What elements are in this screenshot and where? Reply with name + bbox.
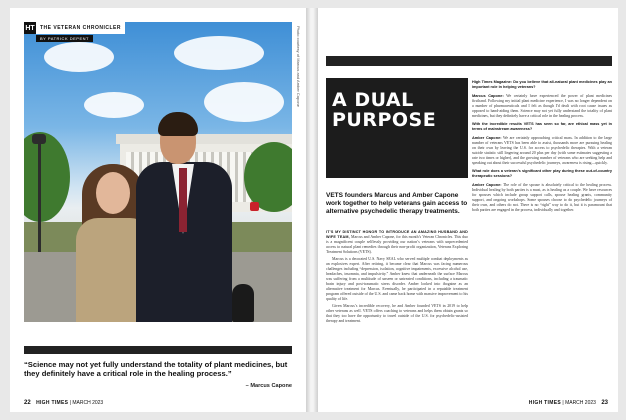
feature-photo bbox=[24, 22, 292, 322]
section-badge bbox=[24, 22, 125, 34]
section-label: THE VETERAN CHRONICLER bbox=[36, 22, 125, 34]
body-paragraph: Marcus is a decorated U.S. Navy SEAL who served multiple combat deployments as an explosives expert. After retiring, it became clear that Marcus was facing numerous challenges including “depression, isolation, cognitive impairments, excessive alcohol use, headaches, insomnia, and impulsivity.” Amber knew that underneath the surface Marcus was suffering from a multitude of unseen or untreated conditions, including a traumatic brain injury and post-traumatic stress disorder. Amber looked into ibogaine as an alternative treatment for Marcus. Eventually, he participated in a reputable treatment program offered outside of the U.S. and came back home with massive improvement to his quality of life. bbox=[326, 257, 468, 301]
qa-answer: Marcus Capone: We certainly have experienced the power of plant medicines firsthand. Following my initial plant medicine experience, I was no longer dependent on a number of pharmaceuticals and I felt as though I'd dealt with root cause issues as opposed to band-aiding them. Science may not yet fully understand the totality of plant medicines, but they definitely have a critical role in the healing process. bbox=[472, 93, 612, 118]
body-paragraph: Given Marcus’s incredible recovery, he and Amber founded VETS in 2019 to help other veterans as well. VETS offers coaching to veterans and helps them obtain grants so that they too have the opportunity to travel outside of the U.S. for psychedelic-assisted therapy and treatment. bbox=[326, 304, 468, 323]
body-paragraph: IT’S MY DISTINCT HONOR TO INTRODUCE AN AMAZING HUSBAND AND WIFE TEAM, Marcus and Amber Capone, for this month’s Veteran Chronicles. This duo is a magnificent couple selflessly providing our nation’s veterans with unprecedented access to natural plant remedies through their non-profit organization, Veterans Exploring Treatment Solutions (VETS). bbox=[326, 230, 468, 254]
left-folio: 22 HIGH TIMES | MARCH 2023 bbox=[24, 400, 104, 406]
article-deck: VETS founders Marcus and Amber Capone work together to help veterans gain access to alternative psychedelic therapy treatments. bbox=[326, 192, 468, 215]
pull-quote-attribution: – Marcus Capone bbox=[245, 383, 292, 389]
photo-credit: Photo courtesy of Marcus and Amber Capone bbox=[296, 26, 301, 107]
byline: BY PATRICK DEPENT bbox=[36, 35, 93, 42]
ht-logo-icon: HT bbox=[24, 22, 36, 34]
qa-answer: Amber Capone: The role of the spouse is absolutely critical to the healing process. Individual healing by both parties is a must, as is healing as a couple. We have resources for spouses which include group support calls, spouse healing grants, community support, and ongoing workshops. Some spouses choose to do psychedelic journeys of their own, and others do not. There is no “right” way to do it, but it is paramount that both parties are engaged in the process, individually and together. bbox=[472, 182, 612, 212]
article-title bbox=[326, 78, 468, 178]
issue-date: MARCH 2023 bbox=[565, 400, 596, 406]
qa-answer: Amber Capone: We are certainly approaching critical mass. In addition to the large number of veterans VETS has been able to assist, thousands more are pursuing healing on their own by leaving the U.S. for access to psychedelic therapies. With a veteran suicide statistic still lingering around 20 plus per day (with some estimates suggesting a rate two times or higher), and the growing number of veterans who are seeking help and speaking out about their successful psychedelic journeys, awareness is rising—quickly. bbox=[472, 135, 612, 165]
right-folio: HIGH TIMES | MARCH 2023 23 bbox=[528, 400, 608, 406]
pull-quote: “Science may not yet fully understand the totality of plant medicines, but they definitely have a critical role in the healing process.” bbox=[24, 360, 288, 379]
qa-column bbox=[472, 80, 612, 216]
bollard bbox=[232, 284, 254, 322]
stop-sign bbox=[250, 202, 259, 211]
pull-quote-rule bbox=[24, 346, 292, 354]
spread-gutter bbox=[306, 8, 318, 412]
page-number: 23 bbox=[601, 400, 608, 406]
magazine-name: HIGH TIMES bbox=[36, 400, 69, 406]
right-page bbox=[318, 8, 618, 412]
qa-question: What role does a veteran's significant other play during these out-of-country therapeutic sessions? bbox=[472, 169, 612, 178]
header-rule bbox=[326, 56, 612, 66]
issue-date: MARCH 2023 bbox=[72, 400, 104, 406]
qa-question: With the incredible results VETS has seen so far, are ethical mass yet in terms of mainstream awareness? bbox=[472, 122, 612, 131]
qa-question: High Times Magazine: Do you believe that all-natural plant medicines play an important role in helping veterans? bbox=[472, 80, 612, 89]
title-line-1: A DUAL bbox=[332, 89, 414, 111]
body-column bbox=[326, 230, 468, 326]
title-line-2: PURPOSE bbox=[332, 109, 437, 131]
page-number: 22 bbox=[24, 400, 31, 406]
left-page bbox=[10, 8, 306, 412]
magazine-name: HIGH TIMES bbox=[528, 400, 561, 406]
